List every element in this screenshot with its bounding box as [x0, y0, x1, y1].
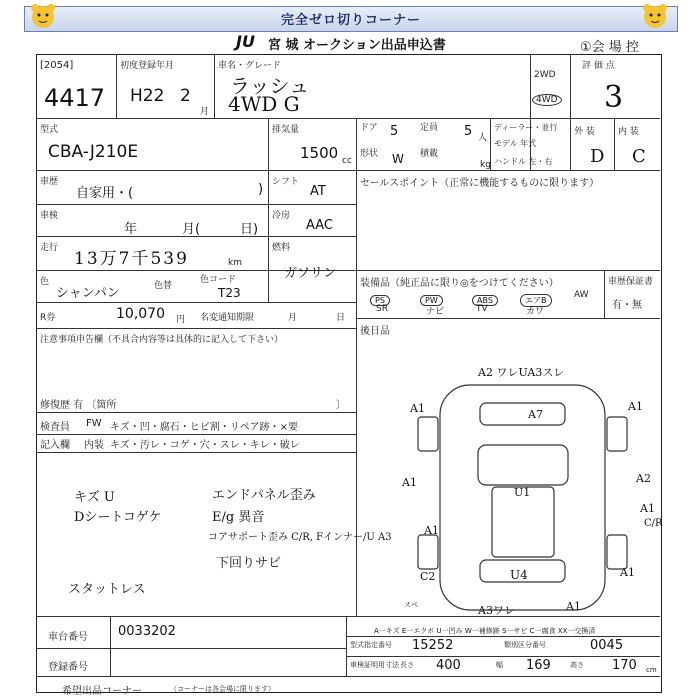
interior-label: 内 装 — [618, 127, 639, 137]
damage-mark: スペ — [404, 601, 418, 609]
length-value: 400 — [436, 658, 461, 673]
load-label: 積載 — [420, 149, 439, 159]
transfer-day: 日 — [336, 313, 346, 323]
shift-value: AT — [310, 184, 326, 199]
registration-month-unit: 月 — [200, 107, 210, 117]
hand-note: Dシートコゲケ — [74, 510, 162, 525]
model-year-label: モデル 年式 — [494, 139, 537, 148]
registration-month: 2 — [180, 86, 191, 106]
chassis-label: 車台番号 — [48, 632, 88, 643]
history-label: 車歴 — [40, 177, 59, 187]
hand-note: E/g 異音 — [212, 510, 265, 525]
class-label: 類別区分番号 — [504, 641, 546, 649]
model-label: 型式 — [40, 125, 59, 135]
model-value: CBA-J210E — [48, 142, 139, 162]
class-value: 0045 — [590, 638, 624, 653]
width-label: 幅 — [496, 661, 503, 669]
wheel-rear-left — [418, 535, 438, 569]
recycle-unit: 円 — [176, 315, 186, 325]
interior-grade: C — [632, 146, 646, 167]
recycle-value: 10,070 — [116, 306, 165, 322]
damage-mark: A1 — [620, 566, 635, 579]
shape-value: W — [392, 152, 404, 166]
dimensions-unit: cm — [646, 666, 657, 674]
dealer-label: ディーラー・並行 — [494, 123, 558, 132]
transfer-month: 月 — [288, 313, 298, 323]
dimensions-label: 車検証明用寸法 — [350, 661, 399, 669]
history-value: 自家用・( — [76, 186, 134, 201]
equipment-item: TV — [476, 304, 488, 314]
width-value: 169 — [526, 658, 551, 673]
hand-note: 下回りサビ — [216, 556, 282, 571]
equipment-item: ナビ — [426, 307, 445, 317]
transfer-label: 名変通知期限 — [200, 313, 255, 323]
displacement-unit: cc — [342, 156, 352, 166]
equipment-item: ABS — [472, 288, 498, 307]
inspection-day: 日) — [240, 222, 259, 237]
brand-logo: JU — [236, 32, 255, 51]
inspector-row1-label: FW — [86, 418, 102, 429]
equipment-item: AW — [574, 290, 589, 300]
banner — [24, 6, 678, 32]
repair-history: 修復歴 有 〔箇所 — [40, 400, 117, 411]
footer-note: （コーナーは各会場に限ります） — [170, 685, 275, 693]
designation-value: 15252 — [412, 638, 454, 653]
length-label: 長さ — [400, 661, 414, 669]
capacity-label: 定員 — [420, 123, 439, 133]
banner-title: 完全ゼロ切りコーナー — [280, 13, 421, 28]
vehicle-label: 車名・グレード — [218, 61, 282, 71]
inspector-row2-sub: 内装 — [84, 440, 104, 451]
cooling-label: 冷房 — [272, 211, 291, 221]
venue-copy: ①会 場 控 — [580, 40, 639, 55]
height-value: 170 — [612, 658, 637, 673]
mileage-label: 走行 — [40, 243, 59, 253]
car-windshield — [478, 445, 568, 485]
color-value: シャンパン — [56, 286, 120, 301]
shape-label: 形状 — [360, 149, 379, 159]
registration-era: H22 — [130, 86, 165, 106]
equipment-item: PS — [370, 288, 390, 307]
handle-label: ハンドル 左・右 — [494, 157, 553, 166]
designation-label: 型式指定番号 — [350, 641, 392, 649]
warranty-label: 車歴保証書 — [608, 277, 654, 287]
color-change-label: 色替 — [154, 281, 173, 291]
notes-label: 注意事項申告欄（不具合内容等は具体的に記入して下さい） — [40, 335, 284, 345]
mascot-icon — [28, 2, 58, 32]
lot-code: [2054] — [40, 60, 74, 71]
damage-mark: A1 — [566, 600, 581, 613]
damage-mark: A1 — [410, 402, 425, 415]
cooling-value: AAC — [306, 218, 333, 233]
damage-mark: A1 — [424, 524, 439, 537]
inspection-year: 年 — [124, 222, 138, 237]
vehicle-grade: 4WD G — [228, 92, 300, 116]
inspection-month: 月( — [182, 222, 201, 237]
registration-number-label: 登録番号 — [48, 662, 88, 673]
inspector-row2-label: 記入欄 — [40, 440, 70, 451]
inspector-row2: キズ・汚レ・コゲ・穴・スレ・キレ・破レ — [110, 440, 300, 451]
capacity-unit: 人 — [478, 133, 488, 143]
exterior-grade: D — [590, 146, 605, 167]
vehicle-name: ラッシュ — [230, 74, 310, 98]
rating-score: 3 — [604, 80, 624, 115]
color-label: 色 — [40, 277, 50, 287]
inspector-row1: キズ・凹・腐石・ヒビ割・リペア跡・×要 — [110, 422, 298, 433]
sales-point-label: セールスポイント（正常に機能するものに限ります） — [360, 178, 600, 189]
wheel-front-left — [418, 417, 438, 451]
hand-note: スタットレス — [68, 582, 146, 597]
warranty-value: 有・無 — [612, 300, 642, 311]
lot-number: 4417 — [44, 84, 106, 112]
drive-option-2wd: 2WD — [534, 70, 556, 80]
displacement-value: 1500 — [300, 144, 339, 162]
form-title: 宮 城 オークション出品申込書 — [268, 38, 446, 53]
equipment-item: エアB — [520, 288, 552, 307]
wheel-rear-right — [607, 535, 627, 569]
damage-mark: U1 — [514, 486, 531, 499]
damage-mark: C2 — [420, 570, 436, 583]
equipment-item: PW — [420, 288, 443, 307]
fuel-value: ガソリン — [284, 266, 337, 281]
damage-legend: A一キズ E一エクボ U一凹み W一補修跡 S一サビ C一腐食 XX一交換済 — [374, 627, 596, 635]
damage-mark: A1 — [402, 476, 417, 489]
recycle-label: R券 — [40, 313, 56, 323]
inspection-label: 車検 — [40, 211, 59, 221]
fuel-label: 燃料 — [272, 243, 291, 253]
damage-mark: C/R — [644, 518, 663, 529]
chassis-value: 0033202 — [118, 624, 176, 639]
exterior-label: 外 装 — [574, 127, 595, 137]
damage-mark: A1 — [640, 502, 655, 515]
mascot-icon — [640, 2, 670, 32]
history-suffix: ) — [258, 182, 264, 197]
rear-items-label: 後日品 — [360, 326, 390, 337]
wheel-front-right — [607, 417, 627, 451]
equipment-label: 装備品（純正品に限り◎をつけてください） — [360, 278, 559, 289]
color-code-value: T23 — [218, 286, 241, 300]
doors-value: 5 — [390, 124, 399, 139]
color-code-label: 色コード — [200, 275, 237, 285]
rating-label: 評 価 点 — [582, 61, 615, 71]
hand-note: キズ U — [74, 490, 115, 505]
repair-history-end: 〕 — [336, 400, 346, 411]
mileage-unit: km — [228, 258, 242, 268]
footer-label: 希望出品コーナー — [62, 686, 142, 697]
car-hood — [480, 403, 565, 425]
doors-label: ドア — [360, 123, 378, 133]
mileage-value: 13万7千539 — [74, 249, 189, 269]
hand-note: コアサポート歪み C/R, Fインナー/U A3 — [208, 532, 392, 543]
damage-mark: A2 ワレUA3スレ — [478, 366, 565, 379]
equipment-item: カワ — [526, 307, 545, 317]
damage-mark: A3ワレ — [478, 604, 515, 617]
damage-mark: A2 — [636, 472, 651, 485]
damage-mark: A1 — [628, 400, 643, 413]
load-unit: kg — [480, 160, 491, 170]
height-label: 高さ — [570, 661, 584, 669]
drive-option-4wd: 4WD — [532, 94, 562, 106]
shift-label: シフト — [272, 177, 300, 187]
equipment-item: SR — [376, 304, 388, 314]
damage-mark: A7 — [528, 408, 543, 421]
damage-mark: U4 — [510, 568, 528, 582]
hand-note: エンドパネル歪み — [212, 488, 316, 503]
displacement-label: 排気量 — [272, 125, 300, 135]
capacity-value: 5 — [464, 124, 473, 139]
inspector-label: 検査員 — [40, 422, 70, 433]
registration-label: 初度登録年月 — [120, 61, 175, 71]
